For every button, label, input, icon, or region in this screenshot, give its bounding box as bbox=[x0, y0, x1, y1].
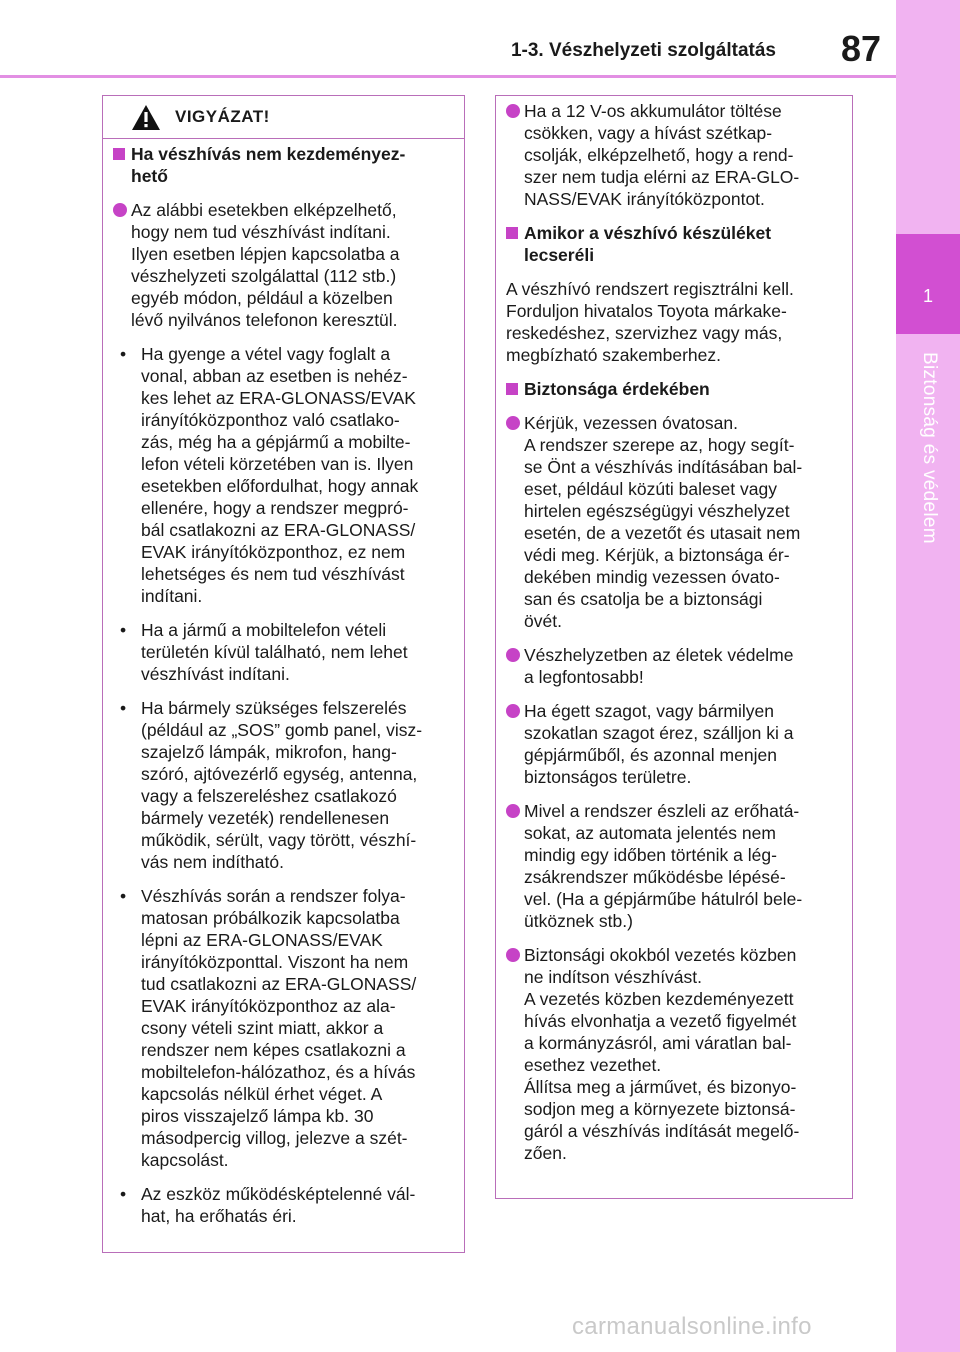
item-text: Ha bármely szükséges felszerelés (például az „SOS” gomb panel, visz- szajelző lámpák, mikrofon, hang- szóró, ajtóvezérlő egység, antenna, vagy a felszereléshez csatlakozó bármely vezeték) rendellenesen működik, sérült, vagy törött, vészhí- vás nem indítható. bbox=[141, 698, 423, 872]
circle-bullet-icon bbox=[506, 104, 520, 118]
sub-list-item bbox=[113, 343, 454, 607]
item-text: Vészhelyzetben az életek védelme a legfontosabb! bbox=[524, 645, 794, 687]
page-number: 87 bbox=[840, 28, 881, 69]
list-item bbox=[113, 199, 454, 331]
dot-bullet-icon: • bbox=[120, 344, 127, 364]
section-heading bbox=[506, 222, 842, 266]
item-text: Ha a jármű a mobiltelefon vételi területén kívül található, nem lehet vészhívást indítani. bbox=[141, 620, 408, 684]
item-text: Ha vészhívás nem kezdeményez- hető bbox=[131, 144, 406, 186]
sub-list-item bbox=[113, 619, 454, 685]
item-text: Kérjük, vezessen óvatosan. A rendszer szerepe az, hogy segít- se Önt a vészhívás indításában bal- eset, például közúti baleset vagy hirtelen egészségügyi vészhelyzet esetén, de a vezetőt és utasait nem védi meg. Kérjük, a biztonsága ér- dekében mindig vezessen óvato- san és csatolja be a biztonsági övét. bbox=[524, 413, 803, 631]
circle-bullet-icon bbox=[113, 203, 127, 217]
circle-bullet-icon bbox=[506, 704, 520, 718]
dot-bullet-icon: • bbox=[120, 620, 127, 640]
list-item bbox=[506, 412, 842, 632]
chapter-title: Biztonság és védelem bbox=[919, 352, 940, 544]
chapter-tab[interactable] bbox=[896, 234, 960, 334]
square-bullet-icon bbox=[113, 148, 125, 160]
item-text: Biztonsága érdekében bbox=[524, 379, 710, 399]
list-item bbox=[506, 700, 842, 788]
sub-list-item bbox=[113, 885, 454, 1171]
caution-header bbox=[103, 96, 464, 139]
square-bullet-icon bbox=[506, 383, 518, 395]
list-item bbox=[506, 944, 842, 1164]
section-title: 1-3. Vészhelyzeti szolgáltatás bbox=[510, 40, 776, 61]
caution-title: VIGYÁZAT! bbox=[175, 107, 270, 126]
chapter-sidebar bbox=[896, 0, 960, 1352]
section-heading bbox=[506, 378, 842, 400]
info-box bbox=[495, 95, 853, 1199]
item-text: Ha a 12 V-os akkumulátor töltése csökken, vagy a hívást szétkap- csolják, elképzelhető, hogy a rend- szer nem tudja elérni az ERA-GLO- NASS/EVAK irányítóközpontot. bbox=[524, 101, 800, 209]
item-text: Vészhívás során a rendszer folya- matosan próbálkozik kapcsolatba lépni az ERA-GLONASS/EVAK irányítóközponttal. Viszont ha nem tud csatlakozni az ERA-GLONASS/ EVAK irányítóközponthoz az ala- csony vételi szint miatt, akkor a rendszer nem képes csatlakozni a mobiltelefon-hálózathoz, és a hívás kapcsolás nélkül érhet véget. A piros visszajelző lámpa kb. 30 másodpercig villog, jelezve a szét- kapcsolást. bbox=[141, 886, 417, 1170]
header-divider bbox=[0, 75, 896, 78]
list-item bbox=[506, 800, 842, 932]
dot-bullet-icon: • bbox=[120, 1184, 127, 1204]
paragraph bbox=[506, 278, 842, 366]
dot-bullet-icon: • bbox=[120, 886, 127, 906]
circle-bullet-icon bbox=[506, 948, 520, 962]
watermark: carmanualsonline.info bbox=[572, 1313, 812, 1340]
item-text: A vészhívó rendszert regisztrálni kell. Forduljon hivatalos Toyota márkake- reskedéshez, szervizhez vagy más, megbízható szakemberhez. bbox=[506, 279, 794, 365]
item-text: Amikor a vészhívó készüléket lecseréli bbox=[524, 223, 772, 265]
dot-bullet-icon: • bbox=[120, 698, 127, 718]
section-heading bbox=[113, 143, 454, 187]
list-item bbox=[506, 644, 842, 688]
caution-box bbox=[102, 95, 465, 1253]
warning-icon bbox=[131, 104, 161, 131]
circle-bullet-icon bbox=[506, 648, 520, 662]
list-item bbox=[506, 100, 842, 210]
sub-list-item bbox=[113, 697, 454, 873]
item-text: Az eszköz működésképtelenné vál- hat, ha erőhatás éri. bbox=[141, 1184, 416, 1226]
item-text: Mivel a rendszer észleli az erőhatá- sokat, az automata jelentés nem mindig egy időben történik a lég- zsákrendszer működésbe lépésé- vel. (Ha a gépjárműbe hátulról bele- ütköznek stb.) bbox=[524, 801, 803, 931]
circle-bullet-icon bbox=[506, 416, 520, 430]
caution-content bbox=[103, 139, 464, 1227]
page-header bbox=[0, 0, 896, 78]
sub-list-item bbox=[113, 1183, 454, 1227]
chapter-number: 1 bbox=[922, 286, 933, 306]
circle-bullet-icon bbox=[506, 804, 520, 818]
item-text: Az alábbi esetekben elképzelhető, hogy nem tud vészhívást indítani. Ilyen esetben lépjen kapcsolatba a vészhelyzeti szolgálattal (112 stb.) egyéb módon, például a közelben lévő nyilvános telefonon keresztül. bbox=[131, 200, 400, 330]
square-bullet-icon bbox=[506, 227, 518, 239]
item-text: Ha gyenge a vétel vagy foglalt a vonal, abban az esetben is nehéz- kes lehet az ERA-GLONASS/EVAK irányítóközponthoz való csatlako- zás, még ha a gépjármű a mobilte- lefon vételi körzetében van is. Ilyen esetekben előfordulhat, hogy annak ellenére, hogy a rendszer megpró- bál csatlakozni az ERA-GLONASS/ EVAK irányítóközponthoz, ez nem lehetséges és nem tud vészhívást indítani. bbox=[141, 344, 419, 606]
item-text: Ha égett szagot, vagy bármilyen szokatlan szagot érez, szálljon ki a gépjárműből, és azonnal menjen biztonságos területre. bbox=[524, 701, 794, 787]
info-content bbox=[496, 96, 852, 1164]
item-text: Biztonsági okokból vezetés közben ne indítson vészhívást. A vezetés közben kezdeményezett hívás elvonhatja a vezető figyelmét a kormányzásról, ami váratlan bal- esethez vezethet. Állítsa meg a járművet, és bizonyo- sodjon meg a környezete biztonsá- gáról a vészhívás indítását megelő- zően. bbox=[524, 945, 800, 1163]
